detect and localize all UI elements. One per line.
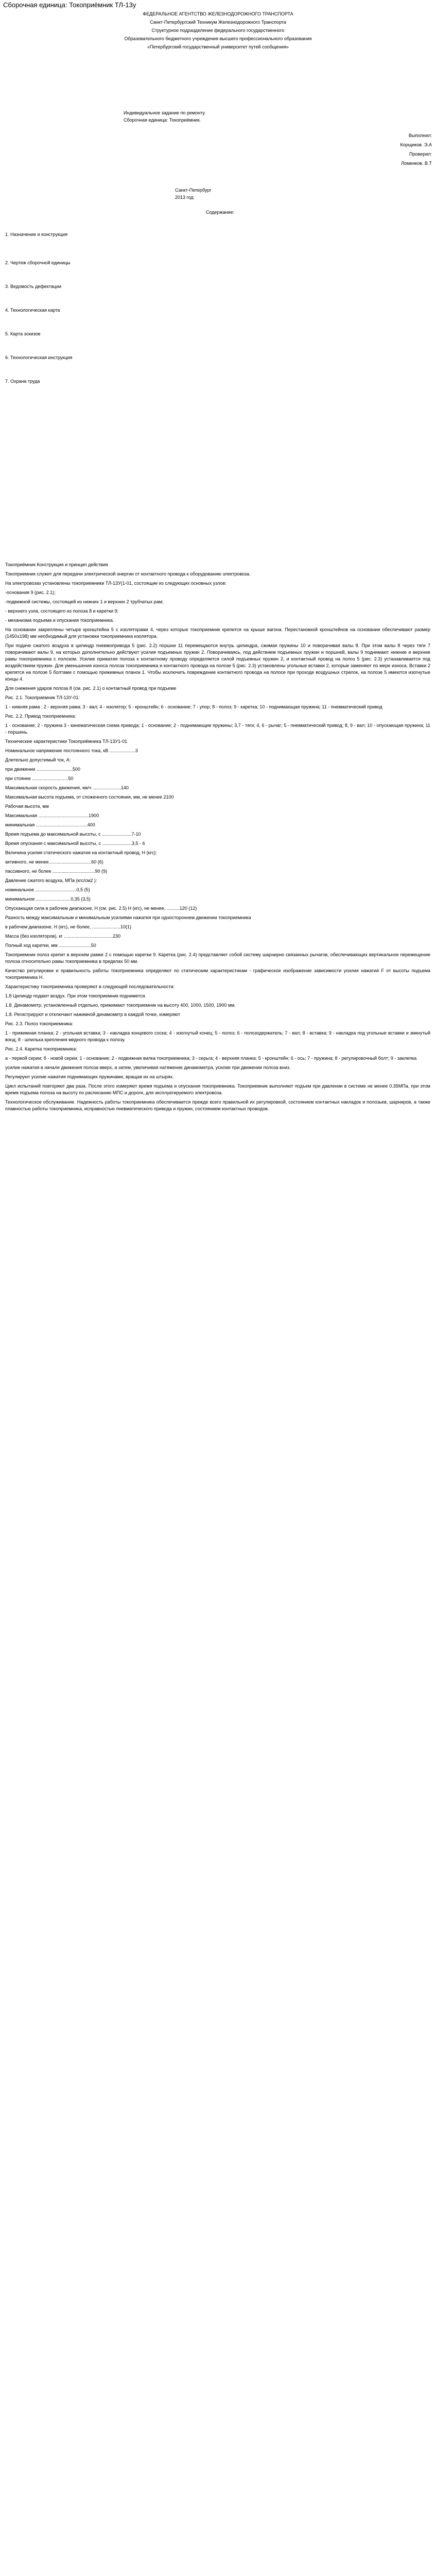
paragraph: а - первой серии; б - новой серии; 1 - основание; 2 - подвижная вилка токоприемника; 3 - серьга; 4 - верхняя планка; 5 - кронштейн; 6 - ось; 7 - пружина; 8 - регулировочный болт; 9 - заклепка (5, 1056, 417, 1061)
spec-line: активного, не менее.................................60 (6) (5, 859, 103, 865)
toc-item[interactable]: 7. Охрана труда (5, 379, 40, 384)
spec-line: минимальное ...........................0,35 (3,5) (5, 896, 91, 902)
paragraph: Цикл испытаний повторяют два раза. После этого измеряют время подъема и опускания токоприемника. Токоприемник выполняют подъем при давлении в системе не менее 0.35МПа, при этом время подъема полоза на высоту по расписанию МПС и дороги, для эксплуатируемого электровоза. (5, 1083, 430, 1095)
spec-line: Длительно допустимый ток, А: (5, 757, 71, 762)
spec-line: минимальная ........................................400 (5, 822, 95, 827)
paragraph: 1 - основание; 2 - пружина 3 - кинематическая схема привода; 1 - основание; 2 - поднимающие пружины; 3,7 - тяги; 4, 6 - рычаг; 5 - пневматический привод; 8, 9 - вал; 10 - опускающая пружина; 11 - поршень. (5, 723, 430, 735)
student-name: Корщиков. Э.А (400, 142, 432, 147)
paragraph: - механизма подъема и опускания токоприемника. (5, 618, 114, 623)
toc-item[interactable]: 3. Ведомость дефектации (5, 284, 62, 289)
paragraph: -основания 9 (рис. 2.1); (5, 590, 56, 595)
paragraph: Характеристику токоприемника проверяют в следующей последовательности: (5, 984, 175, 989)
spec-line: при стоянке ............................50 (5, 776, 74, 781)
school-name: Санкт-Петербургский Техникум Железнодорожного Транспорта (150, 20, 286, 25)
paragraph: Токоприемник служит для передачи электрической энергии от контактного провода к оборудованию электровоза. (5, 571, 251, 577)
spec-line: Максимальная скорость движения, км/ч ......................140 (5, 785, 129, 790)
task-line-2: Сборочная единица: Токоприёмник. (124, 117, 201, 123)
figure-caption: Рис. 2.3. Полоз токоприемника: (5, 1021, 74, 1026)
paragraph: в рабочем диапазоне, Н (кгс), не более, ......................10(1) (5, 924, 131, 929)
document-title: Сборочная единица: Токоприёмник ТЛ-13у (3, 1, 136, 9)
paragraph: На основании закреплены четыре кронштейна 5 с изоляторами 4, через которые токоприемник крепится на крыше вагона. Перестановкой кронштейнов на основании обеспечивают размер (1450±198) мм необходимый для установки токоприемника изолятора. (5, 627, 430, 639)
spec-line: пассивного, не более .................................90 (9) (5, 869, 107, 874)
paragraph: Регулируют усилие нажатия поднимающих пружинами, вращая их на штырях. (5, 1074, 174, 1079)
paragraph: 1 - нижняя рама ; 2 - верхняя рама; 3 - вал; 4 - изолятор; 5 - кронштейн; 6 - основание; 7 - упор; 8 - полоз; 9 - каретка; 10 - поднимающая пружина; 11 - пневматический привод (5, 704, 382, 709)
toc-item[interactable]: 2. Чертеж сборочной единицы (5, 260, 71, 265)
paragraph: Разность между максимальным и минимальным усилиями нажатия при одностороннем движении токоприемника (5, 915, 251, 920)
paragraph: 1 - прижимная планка; 2 - угольная вставка; 3 - накладка концевого соска; 4 - изогнутый конец; 5 - полоз; 6 - полозодержатель; 7 - вал; 8 - вставка; 9 - накладка под угольные вставки и змкнутый вонд; 8 - шпилька крепления медного провода к полозу. (5, 1030, 430, 1042)
institution-name: Образовательного бюджетного учреждения высшего профессионального образования (124, 36, 312, 41)
paragraph: На электровозах установлены токоприемники ТЛ-13У(1-01, состоящие из следующих основных узлов: (5, 581, 226, 586)
paragraph: Для снижения ударов полоза 8 (см. рис. 2.1) о контактный провод при подъеме (5, 686, 177, 691)
figure-caption: Рис. 2.1. Токоприемник ТЛ-13У-01: (5, 695, 80, 700)
spec-line: Рабочая высота, мм (5, 804, 49, 809)
paragraph: Токоприемник полоз крепит в верхнем рамке 2 с помощью каретки 9. Каретка (рис. 2.4) представляет собой систему шарнирно связанных рычагов, обеспечивающих вертикальное перемещение полоза относительно рамы токоприемника в пределах 50 мм. (5, 952, 430, 964)
spec-line: Давление сжатого воздуха, МПа (кгс/см2 ): (5, 878, 97, 883)
toc-item[interactable]: 4. Технологическая карта (5, 308, 60, 313)
toc-item[interactable]: 1. Назначение и конструкция (5, 232, 68, 237)
paragraph: Полный ход каретки, мм .........................50 (5, 943, 96, 948)
spec-line: Максимальная .......................................1900 (5, 813, 99, 818)
paragraph: усилие нажатия в начале движения полоза вверх, а затем, увеличивая натяжение динамометра, усилие при движении полоза вниз. (5, 1065, 291, 1070)
spec-line: Максимальная высота подъема, от сложенного состояния, мм, не менее 2100 (5, 794, 174, 800)
agency-name: ФЕДЕРАЛЬНОЕ АГЕНТСТВО ЖЕЛЕЗНОДОРОЖНОГО ТРАНСПОРТА (143, 11, 293, 16)
figure-caption: Рис. 2.4. Каретка токоприемника: (5, 1046, 77, 1052)
paragraph: 1.8. Динамометр, установленный отдельно, прижимают токоприемник на высоту 400, 1000, 1500, 1900 мм. (5, 1003, 236, 1008)
figure-caption: Рис. 2.2. Привод токоприемника: (5, 714, 76, 719)
performed-label: Выполнил: (408, 133, 432, 138)
paragraph: -подвижной системы, состоящей из нижних 1 и верхних 2 трубчатых рам; (5, 599, 164, 604)
division-name: Структурное подразделение федерального государственного (151, 28, 285, 33)
city: Санкт-Петербург (175, 188, 212, 193)
paragraph: Масса (без изоляторов), кг ......................................230 (5, 934, 121, 939)
paragraph: Качество регулировки и правильность работы токоприемника определяют по статическим характеристикам - графическое изображение зависимости усилия нажатия F от высоты подъема токоприемника H. (5, 968, 430, 980)
spec-line: Время опускания с максимальной высоты, с .......................3,5 - 6 (5, 841, 145, 846)
section-1 (5, 562, 430, 1115)
paragraph: При подаче сжатого воздуха в цилиндр пневмопривода 5 (рис. 2.2) поршни 11 перемещаются внутрь цилиндра, сжимая пружины 10 и поворачивая валы 8. При этом валы 8 через тяги 7 поворачивают валы 9, на которых дополнительно действуют усилия подъемных пружин 2. Поворачиваясь, под действием подъемных пружин и поршней, валы 9 поднимают нижние и верхние рамы токоприемника с полозом. Усилие прижатия полоза к контактному проводу определяется силой подъемных пружин 2, и контактный провод на полоз 5 (рис. 2.3) устанавливается под воздействием пружин. Для уменьшения износа полоза токоприемника и контактного провода на полозе 5 (рис. 2.3) установлены угольные вставки 2, которые заменяют по мере износа. Вставки 2 крепятся на полозе 5 болтами с помощью прижимных планок 1. Чтобы исключить повреждение контактного провода на полосе при проходе воздушных стрелок, на полозе 5 имеются изогнутые концы 4. (5, 643, 430, 682)
paragraph: Технические характеристики Токоприёмника ТЛ-13У1-01 (5, 739, 128, 744)
section-heading: Токоприёмник Конструкция и принцип действия (5, 562, 108, 567)
paragraph: 1.8. Регистрируют и отключают нажимной динамометр в каждой точке, измеряют (5, 1012, 181, 1017)
spec-line: Номинальное напряжение постоянного тока, кВ ....................3 (5, 748, 138, 753)
year: 2013 год (175, 195, 194, 200)
spec-line: при движении ............................500 (5, 767, 81, 772)
spec-line: номинальное ................................0,5 (5) (5, 887, 90, 892)
teacher-name: Ломенков. В.Т (401, 161, 432, 166)
contents-title: Содержание: (206, 210, 235, 215)
checked-label: Проверил: (409, 151, 432, 157)
paragraph: - верхнего узла, состоящего из полоза 8 и каретки 9; (5, 608, 119, 614)
task-line-1: Индивидуальное задание по ремонту. (124, 110, 206, 115)
paragraph: Технологическое обслуживание. Надежность работы токоприемника обеспечивается прежде всего правильной их регулировкой, состоянием контактных накладок и полозьев, шарниров, а также плавностью работы токоприемника, исправностью пневматического привода и пружин, состоянием контактных проводов. (5, 1099, 430, 1111)
toc-item[interactable]: 5. Карта эскизов (5, 331, 41, 336)
university-name: «Петербургский государственный университет путей сообщения» (147, 44, 289, 49)
spec-line: Величина усилия статического нажатия на контактный провод, Н (кгс): (5, 850, 157, 855)
spec-line: Время подъема до максимальной высоты, с .......................7-10 (5, 832, 141, 837)
spec-line: Опускающая сила в рабочем диапазоне, Н (см. рис. 2.5) Н (кгс), не менее, ..........120 (12) (5, 906, 197, 911)
paragraph: 1.8 Цилиндр подают воздух. При этом токоприемник поднимется. (5, 993, 147, 998)
toc-item[interactable]: 6. Технологическая инструкция (5, 355, 73, 360)
